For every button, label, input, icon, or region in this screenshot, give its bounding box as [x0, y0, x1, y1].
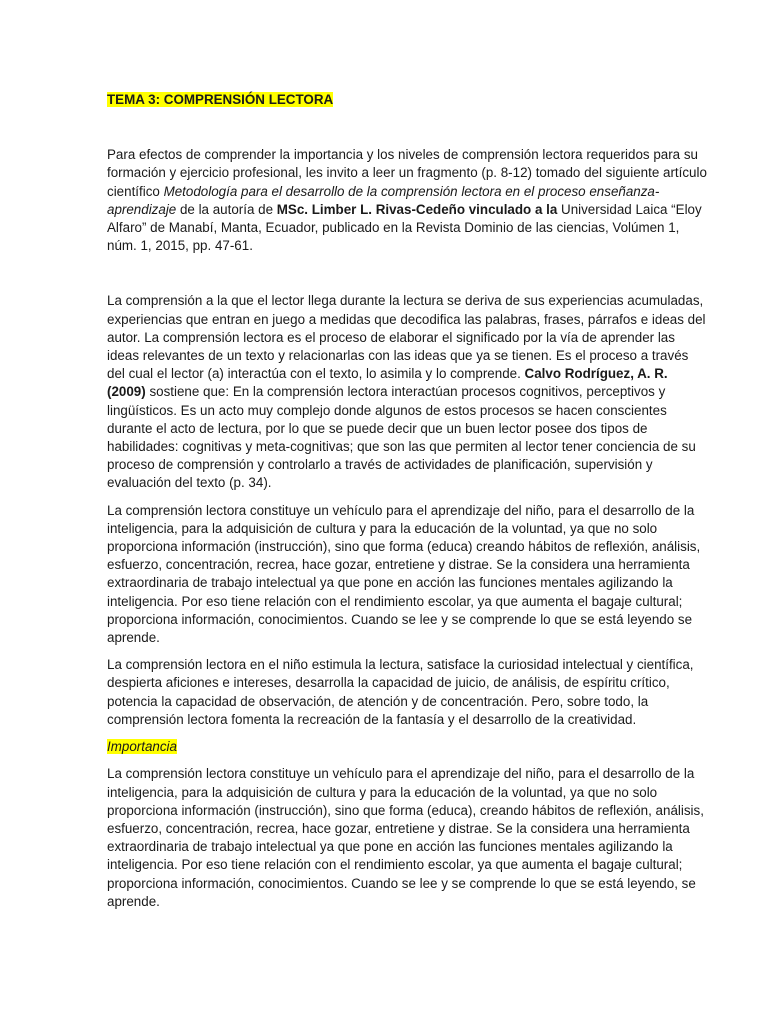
para1-text-2: sostiene que: En la comprensión lectora interactúan procesos cognitivos, perceptivos y lingüísticos. Es un acto muy complejo donde algunos de estos procesos se hacen conscientes durante el acto de lectura, por lo que se puede decir que un buen lector posee dos tipos de habilidades: cognitivas y meta-cognitivas; que son las que permiten al lector tener conciencia de su proceso de comprensión y controlarlo a través de actividades de planificación, supervisión y evaluación del texto (p. 34).: [107, 384, 696, 491]
article-title: Metodología para el desarrollo de la comprensión lectora en el proceso enseñanza-aprendizaje: [107, 183, 660, 217]
body-paragraph-3: La comprensión lectora en el niño estimula la lectura, satisface la curiosidad intelectual y científica, despierta aficiones e intereses, desarrolla la capacidad de juicio, de análisis, de espíritu crítico, potencia la capacidad de observación, de atención y de concentración. Pero, sobre todo, la comprensión lectora fomenta la recreación de la fantasía y el desarrollo de la creatividad.: [107, 657, 694, 727]
intro-paragraph: [107, 146, 708, 255]
page-title: [107, 91, 708, 109]
citation-author: Calvo Rodríguez, A. R. (2009): [107, 366, 668, 400]
author-name: MSc. Limber L. Rivas-Cedeño vinculado a la: [276, 201, 558, 217]
body-paragraph-1: [107, 292, 708, 492]
intro-text-3: Universidad Laica “Eloy Alfaro” de Manabí, Manta, Ecuador, publicado en la Revista Dominio de las ciencias, Volúmen 1, núm. 1, 2015, pp. 47-61.: [107, 201, 702, 254]
title-highlight: TEMA 3: COMPRENSIÓN LECTORA: [107, 92, 334, 107]
body-paragraph-2: La comprensión lectora constituye un vehículo para el aprendizaje del niño, para el desarrollo de la inteligencia, para la adquisición de cultura y para la educación de la voluntad, ya que no solo proporciona información (instrucción), sino que forma (educa) creando hábitos de reflexión, análisis, esfuerzo, concentración, recrea, hace gozar, entretiene y distrae. Se la considera una herramienta extraordinaria de trabajo intelectual ya que pone en acción las funciones mentales agilizando la inteligencia. Por eso tiene relación con el rendimiento escolar, ya que aumenta el bagaje cultural; proporciona información, conocimientos. Cuando se lee y se comprende lo que se está leyendo se aprende.: [107, 502, 701, 646]
para1-text-1: La comprensión a la que el lector llega durante la lectura se deriva de sus experiencias acumuladas, experiencias que entran en juego a medidas que decodifica las palabras, frases, párrafos e ideas del autor. La comprensión lectora es el proceso de elaborar el significado por la vía de aprender las ideas relevantes de un texto y relacionarlas con las ideas que ya se tienen. Es el proceso a través del cual el lector (a) interactúa con el texto, lo asimila y lo comprende.: [107, 293, 706, 382]
subheading-highlight: Importancia: [107, 739, 177, 755]
intro-text-1: Para efectos de comprender la importancia y los niveles de comprensión lectora requeridos para su formación y ejercicio profesional, les invito a leer un fragmento (p. 8-12) tomado del siguiente artículo científico: [107, 147, 707, 199]
section-subheading: [107, 738, 708, 756]
intro-text-2: de la autoría de: [176, 201, 277, 217]
body-paragraph-4: La comprensión lectora constituye un vehículo para el aprendizaje del niño, para el desarrollo de la inteligencia, para la adquisición de cultura y para la educación de la voluntad, ya que no solo proporciona información (instrucción), sino que forma (educa), creando hábitos de reflexión, análisis, esfuerzo, concentración, recrea, hace gozar, entretiene y distrae. Se la considera una herramienta extraordinaria de trabajo intelectual ya que pone en acción las funciones mentales agilizando la inteligencia. Por eso tiene relación con el rendimiento escolar, ya que aumenta el bagaje cultural; proporciona información, conocimientos. Cuando se lee y se comprende lo que se está leyendo, se aprende.: [107, 766, 704, 909]
